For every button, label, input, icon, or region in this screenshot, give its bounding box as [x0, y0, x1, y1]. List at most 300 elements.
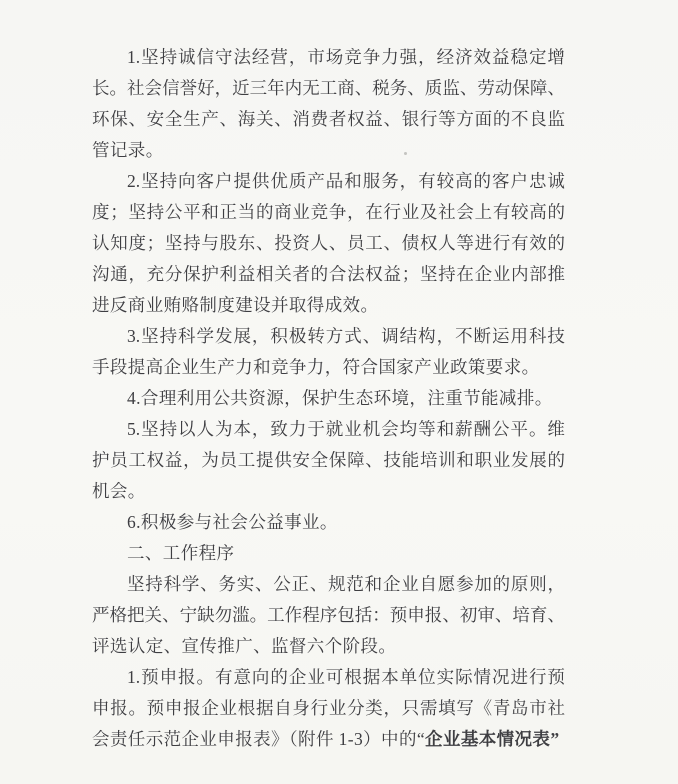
- char: 有: [214, 667, 233, 687]
- char: 、: [162, 605, 180, 625]
- char: 1.: [127, 47, 141, 67]
- char: 、: [547, 78, 565, 98]
- char: 青: [492, 698, 511, 718]
- char: 保: [512, 78, 530, 98]
- char: 务: [218, 574, 236, 594]
- char: 税: [372, 78, 390, 98]
- char: 上: [474, 202, 493, 222]
- char: 营: [270, 47, 288, 67]
- char: 年: [267, 78, 285, 98]
- char: 及: [419, 202, 438, 222]
- char: 等: [418, 419, 436, 439]
- char: 提: [233, 171, 251, 191]
- char: ；: [401, 264, 420, 284]
- char: 均: [399, 419, 418, 439]
- char: 发: [511, 450, 529, 470]
- text-line: [92, 538, 565, 569]
- char: 。: [196, 667, 214, 687]
- char: 持: [159, 419, 178, 439]
- char: 3.: [127, 326, 141, 346]
- char: 会: [144, 78, 163, 98]
- char: 合: [328, 264, 347, 284]
- char: 益: [383, 264, 401, 284]
- text-segment: 进反商业贿赂制度建设并取得成效。: [92, 295, 379, 315]
- char: 正: [291, 574, 310, 594]
- char: 式: [344, 326, 362, 346]
- char: 通: [110, 264, 128, 284]
- text-line: [92, 569, 565, 600]
- char: 益: [237, 264, 256, 284]
- char: 填: [438, 698, 456, 718]
- char: 方: [325, 326, 344, 346]
- char: 等: [438, 109, 456, 129]
- text-line: [92, 42, 565, 73]
- char: 为: [201, 450, 219, 470]
- char: ，: [436, 326, 455, 346]
- char: 劳: [477, 78, 495, 98]
- char: 申: [159, 667, 178, 687]
- char: 申: [92, 698, 110, 718]
- char: ；: [146, 233, 165, 253]
- char: 、: [354, 78, 373, 98]
- text-line: [92, 724, 565, 755]
- char: 在: [456, 264, 474, 284]
- char: 严: [92, 605, 110, 625]
- char: 调: [381, 326, 399, 346]
- text-line: [92, 135, 565, 166]
- char: 益: [164, 450, 183, 470]
- char: 平: [510, 419, 528, 439]
- char: 员: [219, 450, 238, 470]
- text-line: [92, 259, 565, 290]
- char: 、: [459, 78, 478, 98]
- char: 较: [511, 202, 529, 222]
- char: 权: [146, 450, 165, 470]
- char: ，: [547, 574, 565, 594]
- char: 诚: [178, 47, 196, 67]
- char: 投: [274, 233, 292, 253]
- text-line: [92, 290, 565, 321]
- char: 服: [362, 171, 381, 191]
- char: 经: [251, 47, 270, 67]
- char: ，: [418, 47, 436, 67]
- char: 科: [163, 574, 182, 594]
- char: 格: [109, 605, 128, 625]
- char: 业: [492, 264, 511, 284]
- char: 费: [310, 109, 329, 129]
- char: 有: [418, 171, 436, 191]
- char: 展: [529, 450, 547, 470]
- char: 户: [214, 171, 233, 191]
- char: 人: [438, 233, 456, 253]
- char: 沟: [92, 264, 110, 284]
- char: 效: [529, 233, 547, 253]
- char: 坚: [164, 233, 183, 253]
- char: ，: [383, 698, 401, 718]
- char: 坚: [127, 574, 145, 594]
- char: 薪: [455, 419, 473, 439]
- text-line: [92, 693, 565, 724]
- char: ：: [372, 605, 390, 625]
- char: 市: [529, 698, 547, 718]
- char: 训: [438, 450, 456, 470]
- char: ，: [214, 78, 233, 98]
- text-line: [92, 228, 565, 259]
- char: 银: [401, 109, 420, 129]
- char: 只: [401, 698, 420, 718]
- char: 滥: [232, 605, 250, 625]
- char: 报: [424, 605, 443, 625]
- document-text: [92, 42, 565, 755]
- char: 和: [364, 574, 383, 594]
- text-segment: 评选认定、宣传推广、监督六个阶段。: [92, 636, 397, 656]
- char: 益: [365, 109, 383, 129]
- char: 极: [288, 326, 307, 346]
- char: 业: [292, 202, 310, 222]
- char: 保: [110, 109, 128, 129]
- char: 债: [401, 233, 420, 253]
- char: 2.: [127, 171, 141, 191]
- char: 面: [474, 109, 493, 129]
- char: 保: [328, 450, 347, 470]
- char: 自: [419, 574, 437, 594]
- char: 护: [201, 264, 219, 284]
- char: 品: [325, 171, 344, 191]
- char: 方: [456, 109, 474, 129]
- char: 工: [128, 450, 146, 470]
- char: 商: [337, 78, 355, 98]
- char: 位: [418, 667, 436, 687]
- char: 员: [347, 233, 365, 253]
- char: 的: [473, 171, 492, 191]
- char: 致: [270, 419, 288, 439]
- char: 全: [164, 109, 183, 129]
- char: 度: [92, 202, 110, 222]
- char: 以: [178, 419, 196, 439]
- char: 坚: [141, 171, 159, 191]
- char: 工: [237, 450, 256, 470]
- char: 企: [288, 667, 307, 687]
- char: 据: [362, 667, 381, 687]
- char: 和: [456, 450, 474, 470]
- char: 本: [381, 667, 399, 687]
- char: 益: [492, 47, 510, 67]
- char: 行: [528, 667, 547, 687]
- char: 运: [492, 326, 510, 346]
- char: 业: [492, 450, 511, 470]
- char: 序: [319, 605, 338, 625]
- char: 力: [381, 47, 399, 67]
- char: 结: [399, 326, 418, 346]
- text-line: [92, 73, 565, 104]
- char: 产: [307, 171, 325, 191]
- char: 不: [511, 109, 529, 129]
- char: 的: [547, 202, 565, 222]
- text-line: [92, 507, 565, 538]
- char: 消: [292, 109, 310, 129]
- char: 技: [383, 450, 401, 470]
- char: 会: [381, 419, 399, 439]
- char: 认: [92, 233, 110, 253]
- char: 信: [196, 47, 214, 67]
- char: 、: [128, 109, 146, 129]
- char: 较: [436, 171, 455, 191]
- char: 报: [110, 698, 128, 718]
- char: 忠: [528, 171, 547, 191]
- text-segment: 4.合理利用公共资源，保护生态环境，注重节能减排。: [127, 388, 553, 408]
- char: 科: [178, 326, 196, 346]
- char: 等: [456, 233, 474, 253]
- text-line: [92, 600, 565, 631]
- char: 监: [442, 78, 460, 98]
- char: 情: [473, 667, 492, 687]
- text-segment: 手段提高企业生产力和竞争力，符合国家产业政策要求。: [92, 357, 540, 377]
- char: 良: [529, 109, 547, 129]
- char: 内: [284, 78, 303, 98]
- char: 工: [267, 605, 285, 625]
- char: 不: [455, 326, 473, 346]
- scan-speck: [404, 152, 407, 155]
- char: 程: [302, 605, 320, 625]
- char: 客: [492, 171, 510, 191]
- text-line: [92, 383, 565, 414]
- char: 为: [214, 419, 233, 439]
- char: 类: [365, 698, 383, 718]
- char: 本: [233, 419, 251, 439]
- char: 推: [547, 264, 565, 284]
- char: 括: [354, 605, 373, 625]
- char: 质: [424, 78, 443, 98]
- char: 关: [144, 605, 163, 625]
- char: 展: [233, 326, 251, 346]
- char: 业: [401, 202, 420, 222]
- char: 效: [473, 47, 492, 67]
- char: 障: [529, 78, 548, 98]
- char: 无: [302, 78, 320, 98]
- char: 作: [284, 605, 303, 625]
- char: 和: [436, 419, 455, 439]
- char: 况: [492, 667, 510, 687]
- char: 有: [492, 202, 511, 222]
- char: 则: [529, 574, 547, 594]
- char: 知: [110, 233, 128, 253]
- char: ，: [251, 419, 270, 439]
- char: 供: [274, 450, 292, 470]
- char: 就: [325, 419, 344, 439]
- char: 度: [128, 233, 146, 253]
- char: 技: [547, 326, 565, 346]
- char: 缺: [197, 605, 215, 625]
- char: 法: [233, 47, 251, 67]
- char: 分: [347, 698, 365, 718]
- char: 信: [162, 78, 180, 98]
- char: 员: [110, 450, 128, 470]
- char: 务: [389, 78, 408, 98]
- char: 正: [219, 202, 238, 222]
- char: 的: [547, 233, 565, 253]
- char: 机: [362, 419, 381, 439]
- char: 近: [232, 78, 250, 98]
- text-line: [92, 197, 565, 228]
- char: 持: [159, 47, 178, 67]
- char: 、: [383, 233, 401, 253]
- char: 和: [201, 202, 219, 222]
- char: 能: [401, 450, 420, 470]
- char: 海: [237, 109, 256, 129]
- char: 、: [255, 233, 274, 253]
- char: 于: [307, 419, 325, 439]
- char: 当: [237, 202, 256, 222]
- text-line: [92, 321, 565, 352]
- char: 自: [274, 698, 292, 718]
- char: 竞: [310, 202, 329, 222]
- char: 权: [347, 109, 365, 129]
- char: 学: [196, 326, 214, 346]
- char: 原: [510, 574, 529, 594]
- char: 宁: [179, 605, 198, 625]
- char: 充: [146, 264, 165, 284]
- char: 者: [292, 264, 310, 284]
- char: 积: [270, 326, 288, 346]
- char: 企: [474, 264, 493, 284]
- char: 护: [92, 450, 110, 470]
- char: 写: [456, 698, 474, 718]
- char: 向: [178, 171, 196, 191]
- char: 据: [255, 698, 274, 718]
- char: 规: [328, 574, 346, 594]
- text-segment: 二、工作程序: [127, 543, 235, 563]
- char: 产: [201, 109, 219, 129]
- char: 动: [494, 78, 513, 98]
- text-line: [92, 414, 565, 445]
- char: 定: [528, 47, 547, 67]
- char: ，: [251, 326, 270, 346]
- char: 转: [307, 326, 325, 346]
- char: 坚: [419, 264, 438, 284]
- char: 进: [510, 667, 528, 687]
- char: 企: [201, 698, 219, 718]
- char: 、: [362, 326, 381, 346]
- char: 的: [547, 450, 565, 470]
- char: 在: [365, 202, 383, 222]
- char: 分: [164, 264, 183, 284]
- char: 东: [237, 233, 256, 253]
- char: 、: [494, 605, 513, 625]
- char: 愿: [437, 574, 456, 594]
- char: 持: [146, 202, 165, 222]
- char: ，: [183, 450, 201, 470]
- char: 、: [274, 109, 292, 129]
- char: 供: [251, 171, 270, 191]
- char: 提: [255, 450, 274, 470]
- char: 职: [474, 450, 493, 470]
- char: 、: [200, 574, 218, 594]
- char: 法: [347, 264, 365, 284]
- char: 岛: [511, 698, 529, 718]
- char: 坚: [141, 419, 159, 439]
- char: 报: [183, 698, 201, 718]
- text-line: [92, 104, 565, 135]
- text-line: [92, 476, 565, 507]
- char: 高: [529, 202, 547, 222]
- char: 构: [418, 326, 436, 346]
- char: 根: [344, 667, 362, 687]
- char: 。: [128, 698, 146, 718]
- char: 经: [436, 47, 455, 67]
- char: 、: [383, 109, 401, 129]
- char: 行: [383, 202, 401, 222]
- char: 高: [455, 171, 473, 191]
- char: 关: [274, 264, 292, 284]
- char: 权: [365, 264, 383, 284]
- char: 意: [233, 667, 251, 687]
- char: ，: [399, 171, 418, 191]
- char: 根: [237, 698, 256, 718]
- text-line: [92, 662, 565, 693]
- char: 务: [381, 171, 399, 191]
- char: 关: [255, 109, 274, 129]
- char: 实: [236, 574, 255, 594]
- char: 内: [511, 264, 529, 284]
- char: 、: [309, 574, 328, 594]
- char: 障: [347, 450, 365, 470]
- char: ，: [347, 202, 365, 222]
- char: 强: [399, 47, 418, 67]
- char: 环: [92, 109, 110, 129]
- char: 三: [249, 78, 268, 98]
- char: 身: [292, 698, 310, 718]
- char: 预: [141, 667, 159, 687]
- char: 行: [310, 698, 329, 718]
- char: 持: [145, 574, 163, 594]
- char: 好: [197, 78, 215, 98]
- char: 全: [310, 450, 329, 470]
- char: 际: [455, 667, 473, 687]
- char: 培: [419, 450, 438, 470]
- char: 公: [164, 202, 183, 222]
- text-line: [92, 352, 565, 383]
- char: 社: [547, 698, 565, 718]
- char: 培: [512, 605, 530, 625]
- char: 权: [419, 233, 438, 253]
- char: 1.: [127, 667, 141, 687]
- char: 参: [456, 574, 474, 594]
- char: 市: [307, 47, 325, 67]
- char: 户: [510, 171, 528, 191]
- char: 社: [127, 78, 145, 98]
- char: 需: [419, 698, 438, 718]
- char: 守: [214, 47, 233, 67]
- text-segment: 会责任示范企业申报表》（附件 1-3）中的“: [92, 729, 426, 749]
- char: 、: [407, 78, 425, 98]
- char: 初: [459, 605, 478, 625]
- char: 科: [528, 326, 547, 346]
- text-segment: 机会。: [92, 481, 146, 501]
- char: 公: [492, 419, 510, 439]
- char: 持: [438, 264, 456, 284]
- char: ；: [110, 202, 128, 222]
- char: 维: [547, 419, 565, 439]
- char: 把: [127, 605, 145, 625]
- char: 持: [159, 171, 178, 191]
- char: 长: [92, 78, 110, 98]
- char: 育: [529, 605, 548, 625]
- char: 争: [362, 47, 381, 67]
- char: 进: [474, 233, 493, 253]
- char: 竞: [344, 47, 362, 67]
- char: 质: [288, 171, 307, 191]
- char: 坚: [128, 202, 146, 222]
